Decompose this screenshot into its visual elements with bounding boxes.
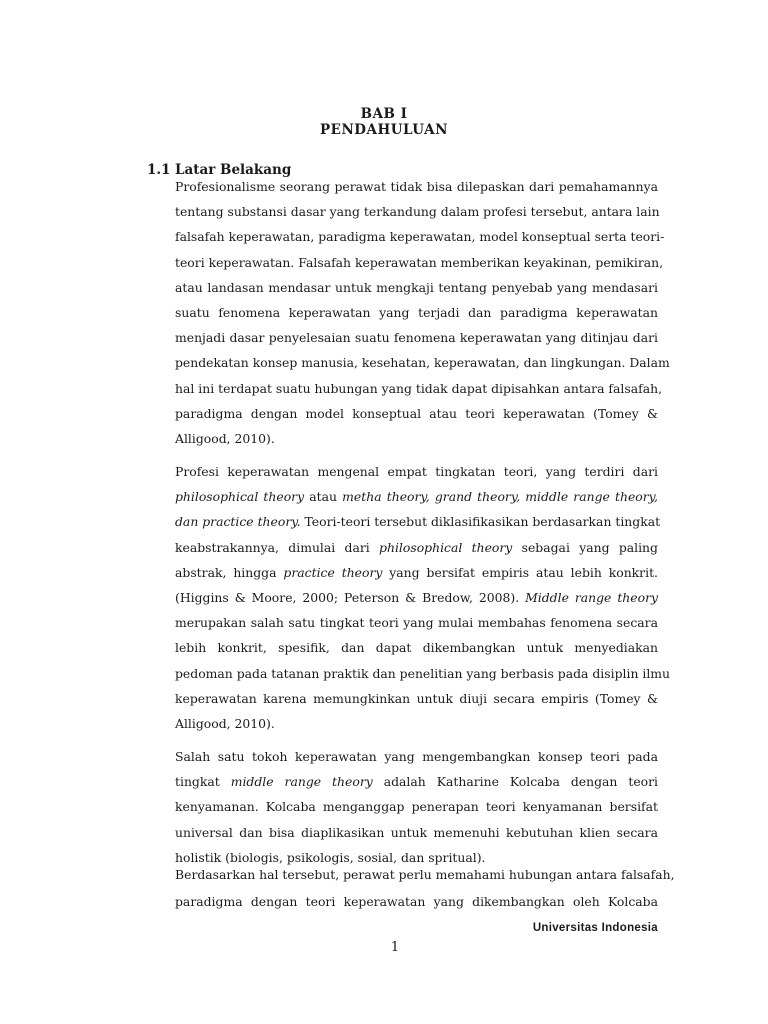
text-run: adalah Katharine Kolcaba dengan teori [372,774,658,790]
text-run: tingkat [175,774,231,790]
text-line [175,715,658,733]
text-run: holistik (biologis, psikologis, sosial, dan spritual). [175,849,486,865]
text-run: Berdasarkan hal tersebut, perawat perlu memahami hubungan antara falsafah, [175,867,675,882]
text-run: merupakan salah satu tingkat teori yang mulai membahas fenomena secara [175,615,658,631]
text-line [175,893,658,911]
text-run: paradigma dengan teori keperawatan yang dikembangkan oleh Kolcaba [175,894,658,909]
text-line [175,866,675,884]
text-line [175,824,658,842]
text-run: abstrak, hingga [175,564,284,580]
text-run: Teori-teori tersebut diklasifikasikan berdasarkan tingkat [300,514,661,530]
footer-institution: Universitas Indonesia [532,922,658,934]
text-line [175,539,658,557]
text-run: Profesi keperawatan mengenal empat tingkatan teori, yang terdiri dari [175,464,658,479]
text-line [175,849,658,867]
italic-text-run: metha theory, grand theory, middle range theory, [342,489,658,505]
text-line [175,203,658,221]
text-line [175,329,658,347]
text-run: Alligood, 2010). [175,431,275,446]
page-number: 1 [390,940,400,955]
text-line [175,639,658,657]
text-run: kenyamanan. Kolcaba menganggap penerapan teori kenyamanan bersifat [175,799,658,815]
text-line [175,690,658,708]
italic-text-run: Middle range theory [525,590,659,605]
text-run: paradigma dengan model konseptual atau teori keperawatan (Tomey & [175,405,658,421]
text-run: universal dan bisa diaplikasikan untuk memenuhi kebutuhan klien secara [175,824,658,840]
text-run: suatu fenomena keperawatan yang terjadi dan paradigma keperawatan [175,305,658,320]
text-line [175,405,658,423]
text-line [175,279,658,297]
chapter-title: PENDAHULUAN [320,122,448,138]
text-run: atau landasan mendasar untuk mengkaji tentang penyebab yang mendasari [175,279,658,295]
text-run: teori keperawatan. Falsafah keperawatan memberikan keyakinan, pemikiran, [175,254,664,270]
text-line [175,748,658,766]
text-run: yang bersifat empiris atau lebih konkrit. [382,564,658,580]
text-run: Alligood, 2010). [175,716,275,731]
text-run: menjadi dasar penyelesaian suatu fenomena keperawatan yang ditinjau dari [175,330,658,346]
text-line [175,798,658,816]
text-run: keabstrakannya, dimulai dari [175,539,380,555]
section-heading [147,161,291,179]
text-line [175,430,658,448]
italic-text-run: middle range theory [230,774,373,790]
chapter-number: BAB I [360,106,408,122]
text-run: hal ini terdapat suatu hubungan yang tidak dapat dipisahkan antara falsafah, [175,380,663,396]
text-run: atau [304,489,343,505]
text-run: Salah satu tokoh keperawatan yang mengembangkan konsep teori pada [175,749,658,764]
text-line [175,354,670,372]
text-run: (Higgins & Moore, 2000; Peterson & Bredow, 2008). [175,590,526,605]
text-line [175,488,658,506]
text-run: pendekatan konsep manusia, kesehatan, keperawatan, dan lingkungan. Dalam [175,355,670,371]
italic-text-run: dan practice theory. [175,514,301,530]
text-run: sebagai yang paling [512,539,658,555]
section-number: 1.1 [147,162,171,178]
section-title: Latar Belakang [175,162,292,178]
text-line [175,228,665,246]
text-run: pedoman pada tatanan praktik dan penelitian yang berbasis pada disiplin ilmu [175,665,671,681]
text-line [175,254,664,272]
text-line [175,589,658,607]
text-line [175,178,658,196]
text-run: tentang substansi dasar yang terkandung dalam profesi tersebut, antara lain [175,204,660,220]
text-line [175,513,661,531]
text-line [175,773,658,791]
text-run: Profesionalisme seorang perawat tidak bisa dilepaskan dari pemahamannya [175,179,658,194]
text-line [175,380,663,398]
italic-text-run: philosophical theory [379,539,513,555]
italic-text-run: philosophical theory [175,489,305,505]
text-line [175,463,658,481]
text-line [175,665,671,683]
text-line [175,304,658,322]
text-run: lebih konkrit, spesifik, dan dapat dikembangkan untuk menyediakan [175,640,658,656]
text-line [175,564,658,582]
text-run: keperawatan karena memungkinkan untuk diuji secara empiris (Tomey & [175,690,658,706]
text-run: falsafah keperawatan, paradigma keperawatan, model konseptual serta teori- [175,229,665,245]
text-line [175,614,658,632]
italic-text-run: practice theory [283,564,383,580]
